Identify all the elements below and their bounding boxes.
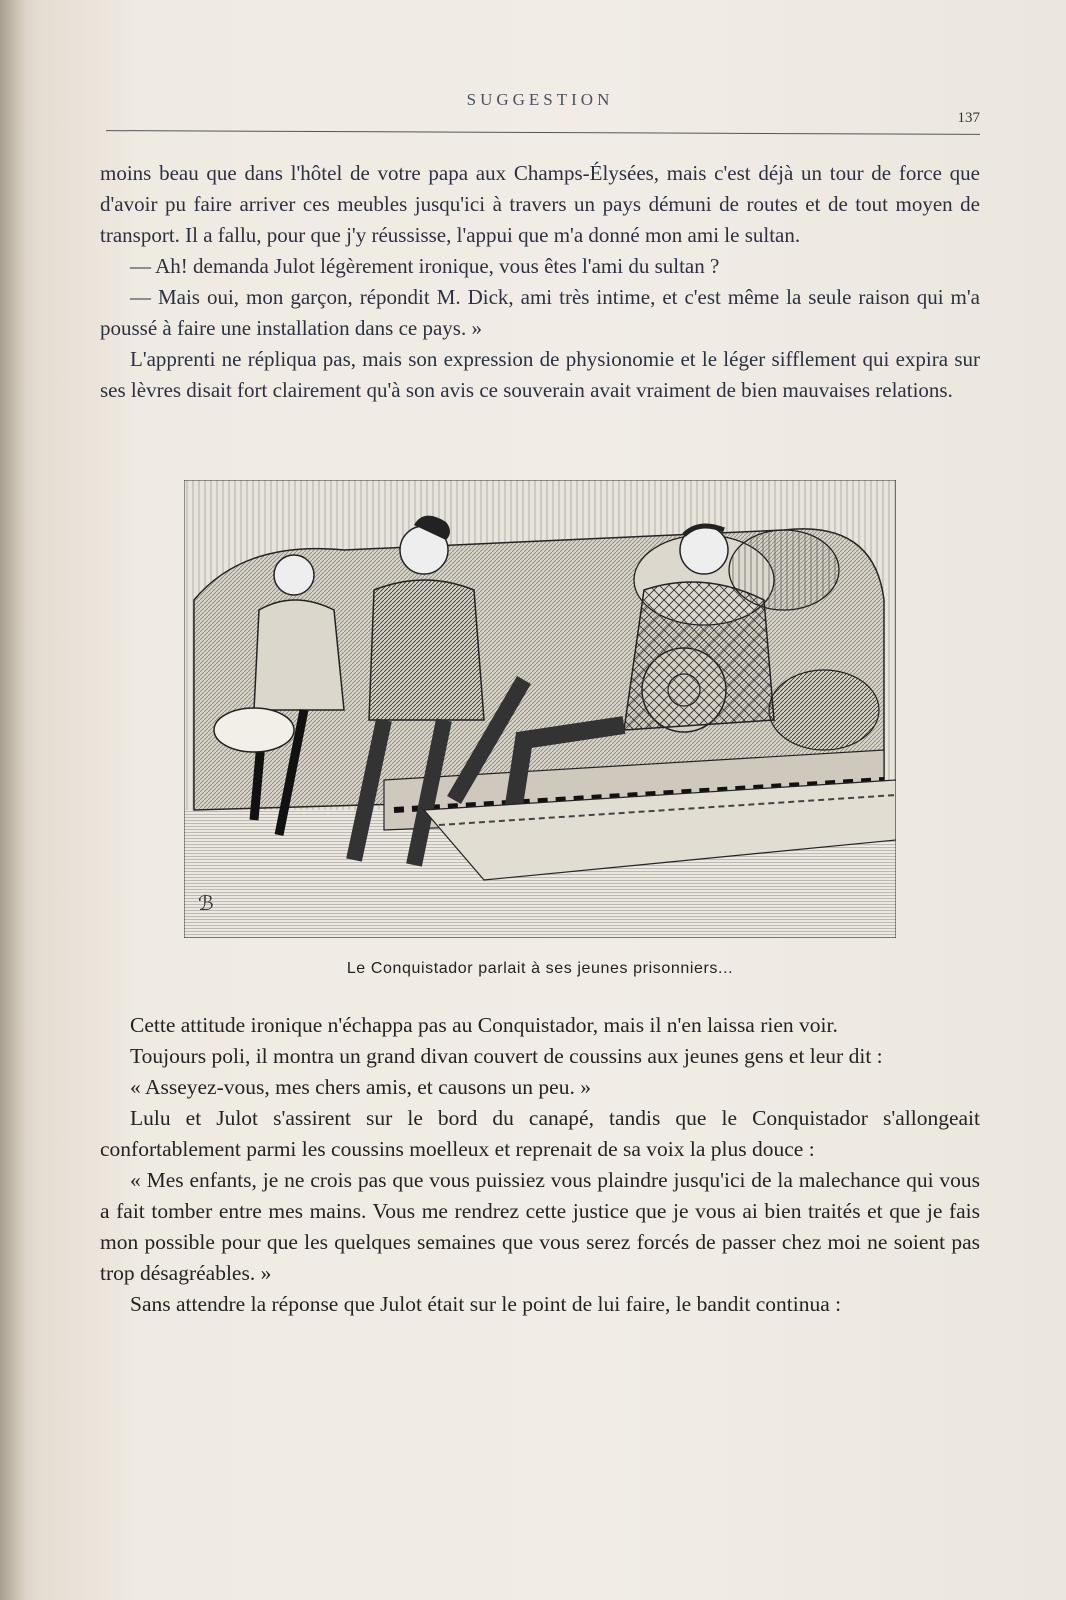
engraving-illustration bbox=[184, 480, 896, 938]
top-text-block bbox=[100, 158, 980, 406]
paragraph: Cette attitude ironique n'échappa pas au Conquistador, mais il n'en laissa rien voir. bbox=[130, 1013, 838, 1037]
bottom-text-block bbox=[100, 1010, 980, 1320]
artist-signature: ℬ bbox=[198, 891, 214, 915]
paragraph: Toujours poli, il montra un grand divan couvert de coussins aux jeunes gens et leur dit : bbox=[130, 1044, 883, 1068]
paragraph: L'apprenti ne répliqua pas, mais son expression de physionomie et le léger sifflement qui expira sur ses lèvres disait fort clairement qu'à son avis ce souverain avait vraiment de bien mauvaises relations. bbox=[100, 347, 980, 402]
header-rule bbox=[106, 130, 980, 135]
page-number: 137 bbox=[957, 110, 980, 126]
paragraph: moins beau que dans l'hôtel de votre papa aux Champs-Élysées, mais c'est déjà un tour de force que d'avoir pu faire arriver ces meubles jusqu'ici à travers un pays démuni de routes et de tout moyen de transport. Il a fallu, pour que j'y réussisse, l'appui que m'a donné mon ami le sultan. bbox=[100, 161, 980, 247]
paragraph: Lulu et Julot s'assirent sur le bord du canapé, tandis que le Conquistador s'allongeait confortablement parmi les coussins moelleux et reprenait de sa voix la plus douce : bbox=[100, 1106, 980, 1161]
page-header bbox=[100, 80, 980, 140]
engraving-drawing bbox=[184, 480, 896, 938]
paragraph: — Mais oui, mon garçon, répondit M. Dick, ami très intime, et c'est même la seule raison qui m'a poussé à faire une installation dans ce pays. » bbox=[100, 285, 980, 340]
illustration-caption: Le Conquistador parlait à ses jeunes prisonniers... bbox=[346, 960, 734, 977]
paragraph: Sans attendre la réponse que Julot était sur le point de lui faire, le bandit continua : bbox=[130, 1292, 842, 1316]
paragraph: « Asseyez-vous, mes chers amis, et causons un peu. » bbox=[130, 1075, 591, 1099]
hat bbox=[214, 708, 294, 752]
paragraph: « Mes enfants, je ne crois pas que vous puissiez vous plaindre jusqu'ici de la malechance qui vous a fait tomber entre mes mains. Vous me rendrez cette justice que je vous ai bien traités et que je fais mon possible pour que les quelques semaines que vous serez forcés de passer chez moi ne soient pas trop désagréables. » bbox=[100, 1168, 980, 1285]
running-title: SUGGESTION bbox=[466, 90, 614, 109]
paragraph: — Ah! demanda Julot légèrement ironique, vous êtes l'ami du sultan ? bbox=[130, 254, 720, 278]
page-edge bbox=[0, 0, 26, 1600]
